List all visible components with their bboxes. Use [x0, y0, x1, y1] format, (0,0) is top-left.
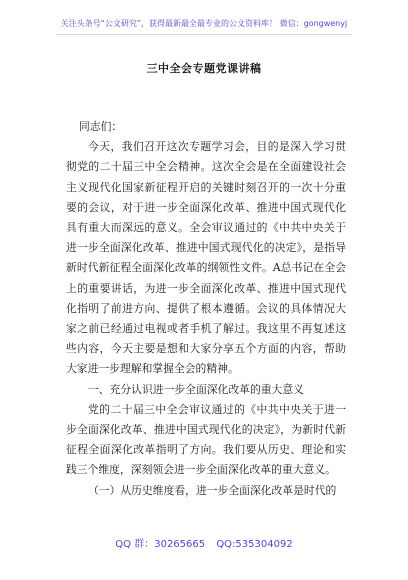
footer-contact: [0, 535, 408, 550]
header-notice: 关注头条号“公文研究”，获得最新最全最专业的公文资料库！ 微信：gongwenyj: [60, 19, 348, 28]
paragraph-intro: 今天，我们召开这次专题学习会，目的是深入学习贯彻党的二十届三中全会精神。这次全会是在全面建设社会主义现代化国家新征程开启的关键时刻召开的一次十分重要的会议，对于进一步全面深化改革、推进中国式现代化具有重大而深远的意义。全会审议通过的《中共中央关于进一步全面深化改革、推进中国式现代化的决定》，是指导新时代新征程全面深化改革的纲领性文件。A总书记在全会上的重要讲话，为进一步全面深化改革、推进中国式现代化指明了前进方向、提供了根本遵循。会议的具体情况大家之前已经通过电视或者手机了解过。我这里不再复述这些内容，今天主要是想和大家分享五个方面的内容，帮助大家进一步理解和掌握全会的精神。: [66, 140, 346, 376]
qq-group: QQ 群：30265665: [115, 539, 206, 550]
document-title: 三中全会专题党课讲稿: [146, 62, 262, 75]
document-body: [66, 117, 346, 501]
subsection-heading-1: （一）从历史维度看，进一步全面深化改革是时代的: [88, 483, 337, 497]
section-heading-1: 一、充分认识进一步全面深化改革的重大意义: [88, 382, 304, 396]
qq-number: QQ:535304092: [216, 539, 293, 550]
header-divider: [56, 34, 352, 35]
paragraph-section-1: 党的二十届三中全会审议通过的《中共中央关于进一步全面深化改革、推进中国式现代化的决定》，为新时代新征程全面深化改革指明了方向。我们要从历史、理论和实践三个维度，深刻领会进一步全面深化改革的重大意义。: [66, 402, 346, 477]
salutation: 同志们：: [79, 120, 123, 133]
